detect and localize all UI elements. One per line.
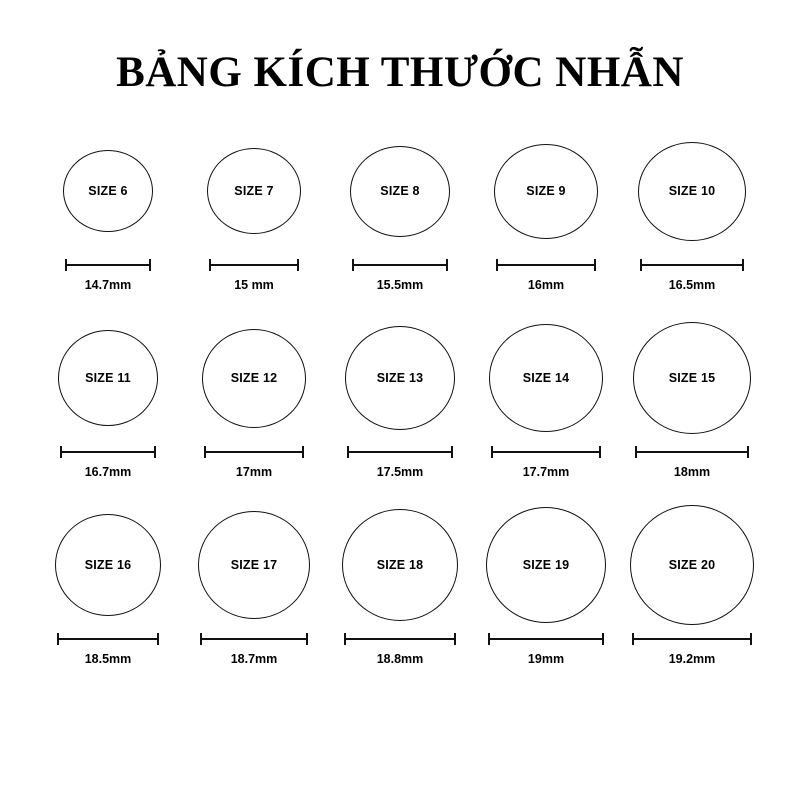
ring-outline-wrap bbox=[202, 318, 306, 438]
ring-grid bbox=[0, 131, 800, 666]
ring-outline bbox=[207, 148, 301, 234]
diameter-bar-holder bbox=[352, 259, 448, 271]
diameter-bar-holder bbox=[57, 633, 159, 645]
ring-size-cell bbox=[181, 318, 327, 479]
ring-size-label: SIZE 10 bbox=[668, 184, 716, 198]
ring-outline bbox=[489, 324, 603, 432]
diameter-bar-holder bbox=[209, 259, 299, 271]
ring-diameter-label: 15.5mm bbox=[376, 278, 424, 292]
ring-diameter-label: 19mm bbox=[527, 652, 565, 666]
ring-outline bbox=[630, 505, 754, 625]
ring-outline-wrap bbox=[198, 505, 310, 625]
ring-measure bbox=[347, 446, 453, 479]
ring-outline bbox=[55, 514, 161, 616]
diameter-bar-icon bbox=[200, 638, 308, 640]
ring-outline-wrap bbox=[633, 318, 751, 438]
ring-size-label: SIZE 16 bbox=[84, 558, 132, 572]
ring-size-cell bbox=[473, 318, 619, 479]
ring-measure bbox=[491, 446, 601, 479]
ring-measure bbox=[200, 633, 308, 666]
ring-diameter-label: 18.8mm bbox=[376, 652, 424, 666]
ring-measure bbox=[344, 633, 456, 666]
diameter-bar-icon bbox=[496, 264, 596, 266]
ring-outline-wrap bbox=[494, 131, 598, 251]
ring-size-cell bbox=[327, 318, 473, 479]
ring-size-label: SIZE 13 bbox=[376, 371, 424, 385]
ring-row-3 bbox=[0, 505, 800, 666]
ring-outline bbox=[486, 507, 606, 623]
ring-outline-wrap bbox=[345, 318, 455, 438]
ring-measure bbox=[60, 446, 156, 479]
ring-size-label: SIZE 15 bbox=[668, 371, 716, 385]
ring-outline bbox=[345, 326, 455, 430]
ring-size-cell bbox=[181, 131, 327, 292]
ring-diameter-label: 14.7mm bbox=[84, 278, 132, 292]
ring-measure bbox=[496, 259, 596, 292]
diameter-bar-icon bbox=[488, 638, 604, 640]
diameter-bar-icon bbox=[352, 264, 448, 266]
ring-row-1 bbox=[0, 131, 800, 292]
ring-outline bbox=[342, 509, 458, 621]
ring-outline bbox=[494, 144, 598, 239]
ring-diameter-label: 18mm bbox=[673, 465, 711, 479]
ring-size-label: SIZE 12 bbox=[230, 371, 278, 385]
ring-outline-wrap bbox=[630, 505, 754, 625]
ring-size-cell bbox=[473, 505, 619, 666]
ring-measure bbox=[352, 259, 448, 292]
ring-outline bbox=[638, 142, 746, 241]
ring-diameter-label: 18.5mm bbox=[84, 652, 132, 666]
ring-measure bbox=[632, 633, 752, 666]
ring-size-label: SIZE 17 bbox=[230, 558, 278, 572]
ring-row-2 bbox=[0, 318, 800, 479]
ring-diameter-label: 17mm bbox=[235, 465, 273, 479]
ring-outline bbox=[63, 150, 153, 232]
ring-size-cell bbox=[327, 131, 473, 292]
ring-measure bbox=[57, 633, 159, 666]
ring-size-cell bbox=[35, 131, 181, 292]
diameter-bar-icon bbox=[57, 638, 159, 640]
diameter-bar-holder bbox=[640, 259, 744, 271]
ring-outline bbox=[202, 329, 306, 428]
diameter-bar-holder bbox=[491, 446, 601, 458]
ring-diameter-label: 19.2mm bbox=[668, 652, 716, 666]
diameter-bar-holder bbox=[200, 633, 308, 645]
ring-outline-wrap bbox=[350, 131, 450, 251]
ring-size-label: SIZE 9 bbox=[526, 184, 566, 198]
diameter-bar-holder bbox=[65, 259, 151, 271]
diameter-bar-icon bbox=[60, 451, 156, 453]
ring-outline-wrap bbox=[489, 318, 603, 438]
page-title: BẢNG KÍCH THƯỚC NHẪN bbox=[116, 49, 684, 96]
diameter-bar-holder bbox=[344, 633, 456, 645]
ring-measure bbox=[488, 633, 604, 666]
diameter-bar-icon bbox=[347, 451, 453, 453]
ring-size-cell bbox=[473, 131, 619, 292]
ring-outline-wrap bbox=[342, 505, 458, 625]
ring-diameter-label: 18.7mm bbox=[230, 652, 278, 666]
ring-measure bbox=[635, 446, 749, 479]
ring-outline bbox=[350, 146, 450, 237]
ring-size-label: SIZE 20 bbox=[668, 558, 716, 572]
ring-measure bbox=[640, 259, 744, 292]
ring-size-label: SIZE 18 bbox=[376, 558, 424, 572]
ring-size-label: SIZE 8 bbox=[380, 184, 420, 198]
diameter-bar-icon bbox=[635, 451, 749, 453]
ring-outline-wrap bbox=[55, 505, 161, 625]
ring-size-cell bbox=[619, 505, 765, 666]
ring-size-cell bbox=[619, 318, 765, 479]
ring-outline bbox=[198, 511, 310, 619]
ring-measure bbox=[65, 259, 151, 292]
ring-size-label: SIZE 6 bbox=[88, 184, 128, 198]
ring-size-label: SIZE 11 bbox=[85, 371, 131, 385]
ring-diameter-label: 15 mm bbox=[234, 278, 274, 292]
ring-outline-wrap bbox=[486, 505, 606, 625]
ring-outline-wrap bbox=[63, 131, 153, 251]
ring-outline bbox=[58, 330, 158, 426]
diameter-bar-holder bbox=[347, 446, 453, 458]
diameter-bar-icon bbox=[209, 264, 299, 266]
diameter-bar-icon bbox=[632, 638, 752, 640]
ring-measure bbox=[204, 446, 304, 479]
ring-outline-wrap bbox=[638, 131, 746, 251]
ring-diameter-label: 16.7mm bbox=[84, 465, 132, 479]
ring-size-label: SIZE 7 bbox=[234, 184, 274, 198]
ring-size-label: SIZE 14 bbox=[522, 371, 570, 385]
diameter-bar-holder bbox=[204, 446, 304, 458]
ring-size-cell bbox=[181, 505, 327, 666]
ring-diameter-label: 17.7mm bbox=[522, 465, 570, 479]
diameter-bar-icon bbox=[491, 451, 601, 453]
ring-size-label: SIZE 19 bbox=[522, 558, 570, 572]
diameter-bar-icon bbox=[204, 451, 304, 453]
ring-diameter-label: 17.5mm bbox=[376, 465, 424, 479]
ring-size-cell bbox=[35, 505, 181, 666]
ring-size-cell bbox=[619, 131, 765, 292]
ring-measure bbox=[209, 259, 299, 292]
diameter-bar-icon bbox=[344, 638, 456, 640]
ring-size-cell bbox=[35, 318, 181, 479]
diameter-bar-holder bbox=[635, 446, 749, 458]
ring-outline-wrap bbox=[207, 131, 301, 251]
ring-diameter-label: 16.5mm bbox=[668, 278, 716, 292]
ring-size-cell bbox=[327, 505, 473, 666]
diameter-bar-icon bbox=[65, 264, 151, 266]
ring-outline bbox=[633, 322, 751, 434]
diameter-bar-holder bbox=[488, 633, 604, 645]
diameter-bar-holder bbox=[632, 633, 752, 645]
diameter-bar-holder bbox=[496, 259, 596, 271]
ring-diameter-label: 16mm bbox=[527, 278, 565, 292]
diameter-bar-icon bbox=[640, 264, 744, 266]
diameter-bar-holder bbox=[60, 446, 156, 458]
ring-outline-wrap bbox=[58, 318, 158, 438]
